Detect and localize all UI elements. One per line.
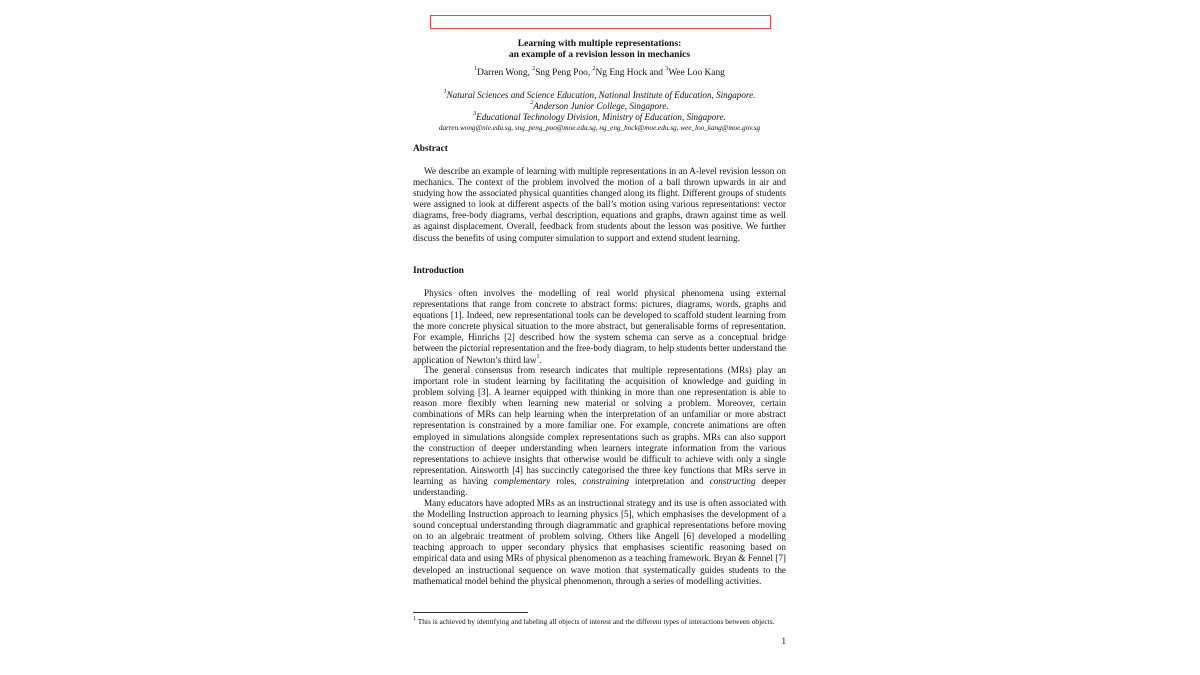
footnote-ref: 1 xyxy=(536,353,540,360)
affiliation-sup: 3 xyxy=(473,110,477,117)
intro-p1-end: . xyxy=(539,354,542,365)
intro-paragraph-1 xyxy=(413,288,786,366)
affiliation-2 xyxy=(413,101,786,112)
affiliation-sup: 2 xyxy=(530,99,534,106)
intro-p1-text: Physics often involves the modelling of real world physical phenomena using external representations that range from concrete to abstract forms: pictures, diagrams, words, graphs and equations [1]. Indeed, new representational tools can be developed to scaffold student learning from the more concrete physical situation to the more abstract, but generalisable forms of representation. For example, Hinrichs [2] described how the system schema can serve as a conceptual bridge between the pictorial representation and the free-body diagram, to help students better understand the application of Newton’s third law xyxy=(413,288,786,365)
footnote-divider xyxy=(413,612,528,613)
abstract-heading: Abstract xyxy=(413,144,448,154)
author-sup: 3 xyxy=(665,65,669,72)
author-sup: 2 xyxy=(532,65,536,72)
affiliation-text: Educational Technology Division, Ministry of Education, Singapore. xyxy=(476,112,726,122)
title-line-1: Learning with multiple representations: xyxy=(517,38,682,49)
affiliation-text: Natural Sciences and Science Education, National Institute of Education, Singapore. xyxy=(446,90,756,100)
intro-p2-text: deeper understanding. xyxy=(413,475,787,498)
footnote xyxy=(413,617,786,627)
page-number: 1 xyxy=(781,636,786,646)
author-name: Sng Peng Poo, xyxy=(535,68,593,78)
author-name: Wee Loo Kang xyxy=(668,68,725,78)
intro-paragraph-3: Many educators have adopted MRs as an instructional strategy and its use is often associated with the Modelling Instruction approach to learning physics [5], which emphasises the development of a sound conceptual understanding through diagrammatic and graphical representations before moving on to an algebraic treatment of problem solving. Others like Angell [6] developed a modelling teaching approach to upper secondary physics that emphasises scientific reasoning based on empirical data and using MRs of physical phenomenon as a teaching framework. Bryan & Fennel [7] developed an instructional sequence on wave motion that systematically guides students to the mathematical model behind the physical phenomenon, through a series of modelling activities. xyxy=(413,498,786,586)
intro-p2-text: interpretation and xyxy=(628,475,710,486)
affiliation-1 xyxy=(413,90,786,101)
author-emails: darren.wong@nie.edu.sg, sng_peng_poo@moe.edu.sg, ng_eng_hock@moe.edu.sg, wee_loo_kang@moe.gov.sg xyxy=(438,124,761,132)
emphasis-constraining: constraining xyxy=(582,475,629,486)
author-list xyxy=(413,65,786,79)
emphasis-constructing: constructing xyxy=(709,475,756,486)
introduction-heading: Introduction xyxy=(413,266,464,276)
author-name: Ng Eng Hock and xyxy=(595,68,666,78)
intro-p2-text: roles, xyxy=(550,475,583,486)
intro-paragraph-2 xyxy=(413,365,786,498)
footnote-text: This is achieved by identifying and labeling all objects of interest and the different types of interactions between objects. xyxy=(416,617,775,626)
abstract-text: We describe an example of learning with multiple representations in an A-level revision lesson on mechanics. The context of the problem involved the motion of a ball thrown upwards in air and studying how the associated physical quantities changed along its flight. Different groups of students were assigned to look at different aspects of the ball’s motion using various representations: vector diagrams, free-body diagrams, verbal description, equations and graphs, drawn against time as well as against displacement. Overall, feedback from students about the lesson was positive. We further discuss the benefits of using computer simulation to support and extend student learning. xyxy=(413,166,786,243)
affiliation-text: Anderson Junior College, Singapore. xyxy=(533,101,669,111)
author-sup: 1 xyxy=(474,65,478,72)
affiliation-sup: 1 xyxy=(443,88,447,95)
footnote-sup: 1 xyxy=(413,615,416,622)
paper-title xyxy=(413,38,786,60)
author-name: Darren Wong, xyxy=(477,68,533,78)
author-sup: 2 xyxy=(592,65,596,72)
emphasis-complementary: complementary xyxy=(493,475,551,486)
affiliation-3 xyxy=(413,112,786,123)
intro-p2-text: The general consensus from research indicates that multiple representations (MRs) play an important role in student learning by facilitating the acquisition of knowledge and guiding in problem solving [3]. A learner equipped with thinking in more than one representation is able to reason more flexibly when learning new material or solving a problem. Moreover, certain combinations of MRs can help learning when the interpretation of an unfamiliar or more abstract representation is constrained by a more familiar one. For example, concrete animations are often employed in simulations alongside complex representations such as graphs. MRs can also support the construction of deeper understanding when learners integrate information from the various representations to achieve insights that otherwise would be difficult to achieve with only a single representation. Ainsworth [4] has succinctly categorised the three key functions that MRs serve in learning as having xyxy=(413,365,786,486)
affiliation-list xyxy=(413,90,786,133)
title-line-2: an example of a revision lesson in mechanics xyxy=(508,49,691,60)
paper-page xyxy=(413,0,786,675)
